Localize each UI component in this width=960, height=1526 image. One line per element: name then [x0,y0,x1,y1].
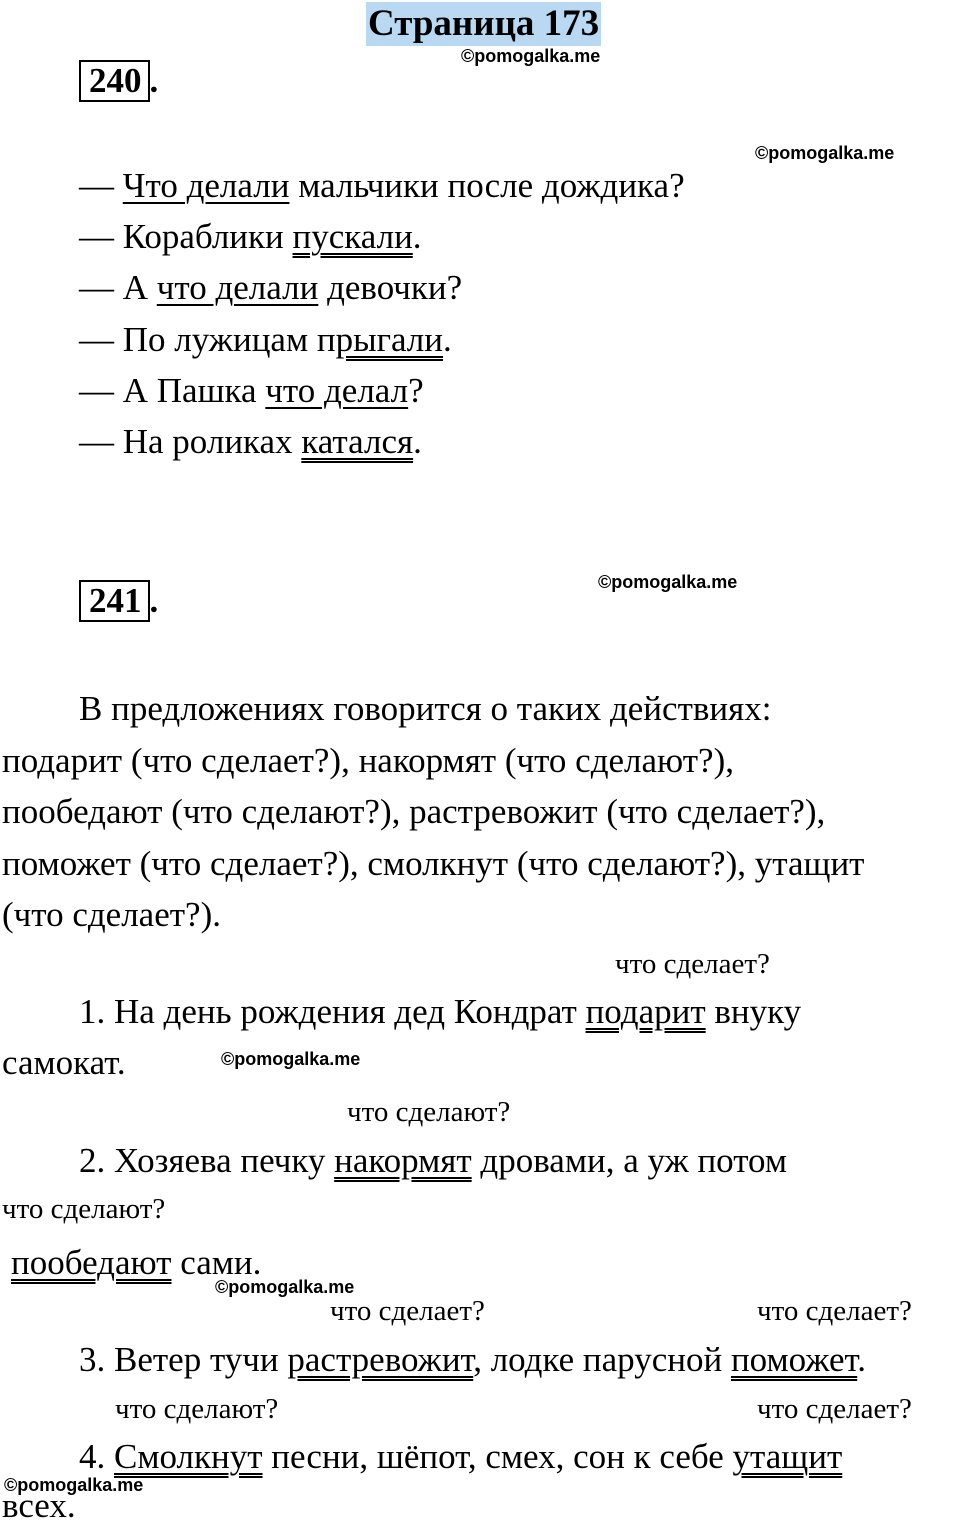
task-number-dot: . [149,581,159,620]
task-241-number [79,580,158,622]
question-hint: что сделает? [757,1295,912,1327]
text: А Пашка [122,371,266,410]
text: 2. Хозяева печку [79,1141,335,1180]
verb-underlined: растревожит [287,1340,474,1379]
watermark: ©pomogalka.me [4,1475,144,1495]
text: . [412,217,422,256]
dash: — [79,371,123,410]
dialog-line [79,371,424,411]
verb-underlined: пообедают [11,1243,172,1282]
text: дровами, а уж потом [471,1141,788,1180]
watermark: ©pomogalka.me [221,1049,361,1069]
dash: — [79,320,123,359]
question-hint: что сделают? [2,1193,166,1225]
sentence-4-cont: всех. [2,1486,76,1525]
text: . [443,320,452,359]
text: . [413,422,422,461]
intro-line: подарит (что сделает?), накормят (что сделают?), [2,741,734,780]
task-number-dot: . [149,61,159,100]
watermark: ©pomogalka.me [461,46,601,66]
dialog-line [79,217,422,257]
text: девочки? [318,268,463,307]
text: ? [408,371,424,410]
verb-underlined: пускали [292,217,413,256]
verb-underlined: Смолкнут [114,1437,263,1476]
task-number-box: 241 [79,580,150,622]
dash: — [79,422,123,461]
text: Кораблики [122,217,293,256]
verb-question: что делали [156,268,319,307]
task-240-number [79,60,158,102]
question-hint: что сделает? [330,1295,485,1327]
sentence-1 [79,992,801,1032]
watermark: ©pomogalka.me [598,572,738,592]
question-hint: что сделает? [757,1393,912,1425]
text: 3. Ветер тучи [79,1340,288,1379]
intro-line: В предложениях говорится о таких действиях: [79,689,772,728]
sentence-3 [79,1340,866,1380]
task-number-box: 240 [79,60,150,102]
question-hint: что сделают? [115,1393,279,1425]
verb-underlined: подарит [585,992,706,1031]
text: 1. На день рождения дед Кондрат [79,992,586,1031]
verb-question: что делал [265,371,409,410]
text: . [857,1340,866,1379]
text: песни, шёпот, смех, сон к себе [262,1437,733,1476]
page-title: Страница 173 [368,3,600,44]
text: сами. [171,1243,262,1282]
dialog-line [79,422,422,462]
verb-underlined: рыгали [335,320,444,359]
text: , лодке парусной [473,1340,731,1379]
text: По лужицам п [122,320,336,359]
text: А [122,268,157,307]
watermark: ©pomogalka.me [215,1277,355,1297]
dash: — [79,268,123,307]
verb-underlined: утащит [732,1437,843,1476]
verb-underlined: катался [301,422,414,461]
text: На роликах [122,422,302,461]
verb-underlined: накормят [334,1141,472,1180]
question-hint: что сделает? [615,948,770,980]
verb-underlined: поможет [730,1340,858,1379]
sentence-1-cont: самокат. [2,1043,126,1082]
verb-question: Что делали [122,166,290,205]
text: 4. [79,1437,114,1476]
dash: — [79,166,123,205]
sentence-2-cont [11,1243,261,1283]
dialog-line [79,166,685,206]
watermark: ©pomogalka.me [755,143,895,163]
intro-line: (что сделает?). [2,895,221,934]
sentence-4 [79,1437,842,1477]
dialog-line [79,268,462,308]
intro-line: пообедают (что сделают?), растревожит (что сделает?), [2,792,826,831]
question-hint: что сделают? [347,1096,511,1128]
text: мальчики после дождика? [289,166,685,205]
intro-line: поможет (что сделает?), смолкнут (что сделают?), утащит [2,844,865,883]
text: внуку [705,992,802,1031]
dialog-line [79,320,452,360]
sentence-2 [79,1141,787,1181]
dash: — [79,217,123,256]
